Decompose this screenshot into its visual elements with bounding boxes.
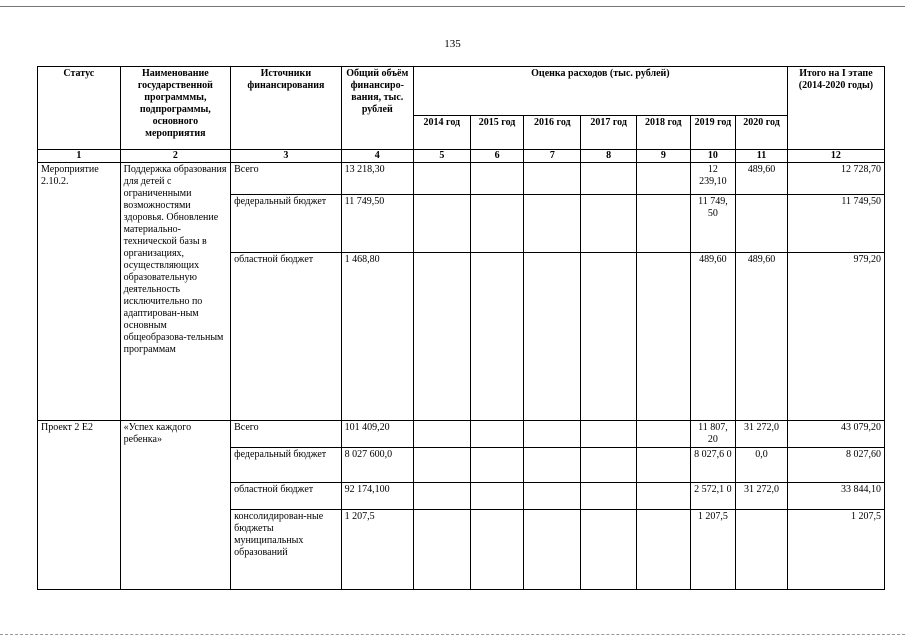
column-number: 7 [524, 150, 581, 163]
row-2019: 2 572,1 0 [690, 483, 735, 510]
row-source: областной бюджет [231, 253, 342, 421]
header-2020: 2020 год [736, 116, 788, 150]
row-source: федеральный бюджет [231, 195, 342, 253]
header-2014: 2014 год [413, 116, 470, 150]
row-2020: 489,60 [736, 253, 788, 421]
column-number: 12 [787, 150, 884, 163]
table-row [38, 421, 885, 448]
row-sum: 33 844,10 [787, 483, 884, 510]
column-number: 6 [470, 150, 524, 163]
column-number: 3 [231, 150, 342, 163]
row-source: областной бюджет [231, 483, 342, 510]
row-2020 [736, 510, 788, 590]
row-2019: 489,60 [690, 253, 735, 421]
column-number-row [38, 150, 885, 163]
header-sources: Источники финансирования [231, 67, 342, 150]
row-sum: 11 749,50 [787, 195, 884, 253]
row-2019: 11 749, 50 [690, 195, 735, 253]
header-total-volume: Общий объём финансиро-вания, тыс. рублей [341, 67, 413, 150]
page-number: 135 [444, 38, 461, 50]
row-sum: 43 079,20 [787, 421, 884, 448]
header-total-stage: Итого на I этапе (2014-2020 годы) [787, 67, 884, 150]
header-2015: 2015 год [470, 116, 524, 150]
row-total: 11 749,50 [341, 195, 413, 253]
column-number: 4 [341, 150, 413, 163]
row-source: Всего [231, 421, 342, 448]
row-2019: 8 027,6 0 [690, 448, 735, 483]
row-name: «Успех каждого ребенка» [120, 421, 231, 590]
row-sum: 1 207,5 [787, 510, 884, 590]
row-total: 101 409,20 [341, 421, 413, 448]
row-total: 1 468,80 [341, 253, 413, 421]
header-name: Наименование государственной программмы, подпрограммы, основного мероприятия [120, 67, 231, 150]
column-number: 1 [38, 150, 121, 163]
row-2020: 31 272,0 [736, 421, 788, 448]
column-number: 8 [581, 150, 637, 163]
row-2019: 12 239,10 [690, 163, 735, 195]
budget-table [37, 66, 885, 590]
column-number: 2 [120, 150, 231, 163]
row-source: федеральный бюджет [231, 448, 342, 483]
row-2020: 31 272,0 [736, 483, 788, 510]
row-2019: 1 207,5 [690, 510, 735, 590]
row-status: Мероприятие 2.10.2. [38, 163, 121, 421]
column-number: 10 [690, 150, 735, 163]
table-row [38, 163, 885, 195]
header-status: Статус [38, 67, 121, 150]
row-2020: 0,0 [736, 448, 788, 483]
row-source: Всего [231, 163, 342, 195]
row-name: Поддержка образования для детей с ограниченными возможностями здоровья. Обновление материально-технической базы в организациях, осуществляющих образовательную деятельность исключительно по адаптирован-ным основным общеобразова-тельным программам [120, 163, 231, 421]
row-sum: 12 728,70 [787, 163, 884, 195]
row-status: Проект 2 Е2 [38, 421, 121, 590]
bottom-border-line [0, 634, 905, 635]
row-2019: 11 807, 20 [690, 421, 735, 448]
top-border-line [0, 6, 905, 7]
row-2020: 489,60 [736, 163, 788, 195]
column-number: 5 [413, 150, 470, 163]
column-number: 9 [636, 150, 690, 163]
row-sum: 979,20 [787, 253, 884, 421]
row-2020 [736, 195, 788, 253]
column-number: 11 [736, 150, 788, 163]
row-total: 13 218,30 [341, 163, 413, 195]
row-sum: 8 027,60 [787, 448, 884, 483]
row-total: 92 174,100 [341, 483, 413, 510]
row-source: консолидирован-ные бюджеты муниципальных образований [231, 510, 342, 590]
header-2019: 2019 год [690, 116, 735, 150]
header-2016: 2016 год [524, 116, 581, 150]
header-expenses: Оценка расходов (тыс. рублей) [413, 67, 787, 116]
header-2017: 2017 год [581, 116, 637, 150]
row-total: 8 027 600,0 [341, 448, 413, 483]
header-2018: 2018 год [636, 116, 690, 150]
row-total: 1 207,5 [341, 510, 413, 590]
